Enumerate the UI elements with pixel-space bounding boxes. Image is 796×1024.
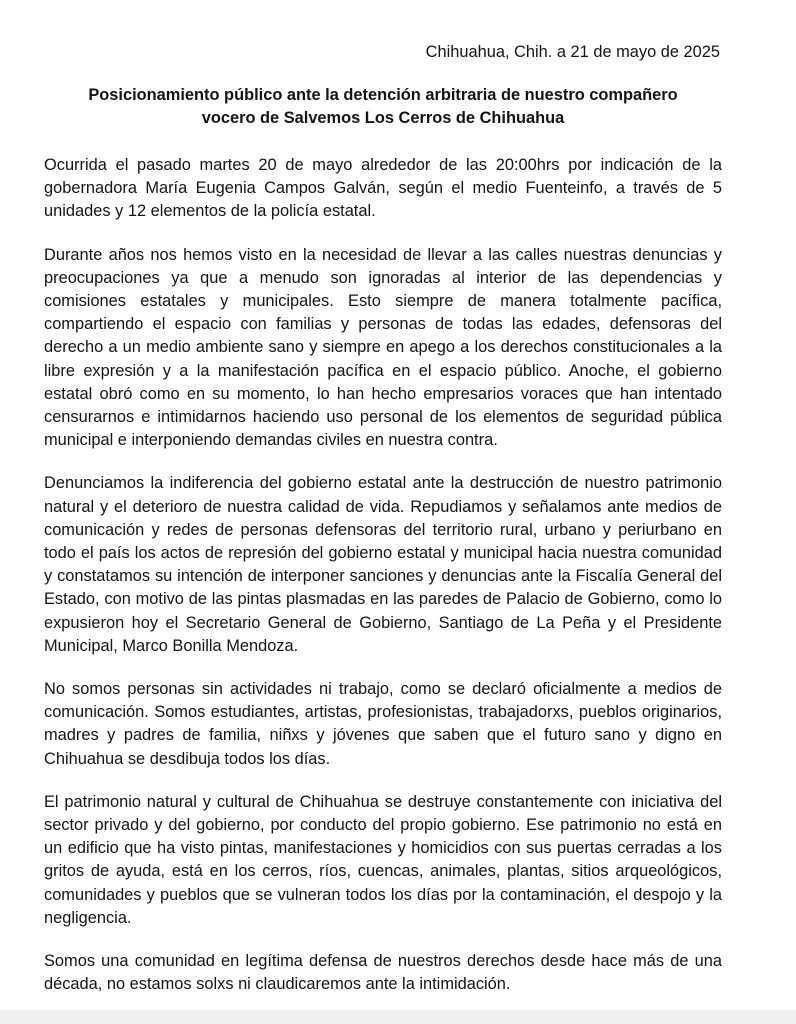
document-body: [44, 154, 722, 997]
paragraph: Ocurrida el pasado martes 20 de mayo alrededor de las 20:00hrs por indicación de la gobernadora María Eugenia Campos Galván, según el medio Fuenteinfo, a través de 5 unidades y 12 elementos de la policía estatal.: [44, 156, 722, 221]
date-line: Chihuahua, Chih. a 21 de mayo de 2025: [425, 43, 720, 61]
title-line: Posicionamiento público ante la detención arbitraria de nuestro compañero: [88, 86, 678, 104]
title-line: vocero de Salvemos Los Cerros de Chihuahua: [201, 108, 565, 127]
paragraph: No somos personas sin actividades ni trabajo, como se declaró oficialmente a medios de comunicación. Somos estudiantes, artistas, profesionistas, trabajadorxs, pueblos originarios, madres y padres de familia, niñxs y jóvenes que saben que el futuro sano y digno en Chihuahua se desdibuja todos los días.: [44, 680, 722, 768]
paragraph: El patrimonio natural y cultural de Chihuahua se destruye constantemente con iniciativa del sector privado y del gobierno, por conducto del propio gobierno. Ese patrimonio no está en un edificio que ha visto pintas, manifestaciones y homicidios con sus puertas cerradas a los gritos de ayuda, está en los cerros, ríos, cuencas, animales, plantas, sitios arqueológicos, comunidades y pueblos que se vulneran todos los días por la contaminación, el despojo y la negligencia.: [44, 792, 722, 927]
paragraph: Denunciamos la indiferencia del gobierno estatal ante la destrucción de nuestro patrimonio natural y el deterioro de nuestra calidad de vida. Repudiamos y señalamos ante medios de comunicación y redes de personas defensoras del territorio rural, urbano y periurbano en todo el país los actos de represión del gobierno estatal y municipal hacia nuestra comunidad y constatamos su intención de interponer sanciones y denuncias ante la Fiscalía General del Estado, con motivo de las pintas plasmadas en las paredes de Palacio de Gobierno, como lo expusieron hoy el Secretario General de Gobierno, Santiago de La Peña y el Presidente Municipal, Marco Bonilla Mendoza.: [44, 474, 722, 655]
paragraph: Durante años nos hemos visto en la necesidad de llevar a las calles nuestras denuncias y preocupaciones ya que a menudo son ignoradas al interior de las dependencias y comisiones estatales y municipales. Esto siempre de manera totalmente pacífica, compartiendo el espacio con familias y personas de todas las edades, defensoras del derecho a un medio ambiente sano y siempre en apego a los derechos constitucionales a la libre expresión y a la manifestación pacífica en el espacio público. Anoche, el gobierno estatal obró como en su momento, lo han hecho empresarios voraces que han intentado censurarnos e intimidarnos haciendo uso personal de los elementos de seguridad pública municipal e interponiendo demandas civiles en nuestra contra.: [44, 245, 722, 450]
page-bottom-edge: [0, 1010, 796, 1024]
document-title: [44, 84, 722, 129]
paragraph: Somos una comunidad en legítima defensa de nuestros derechos desde hace más de una década, no estamos solxs ni claudicaremos ante la intimidación.: [44, 952, 722, 994]
